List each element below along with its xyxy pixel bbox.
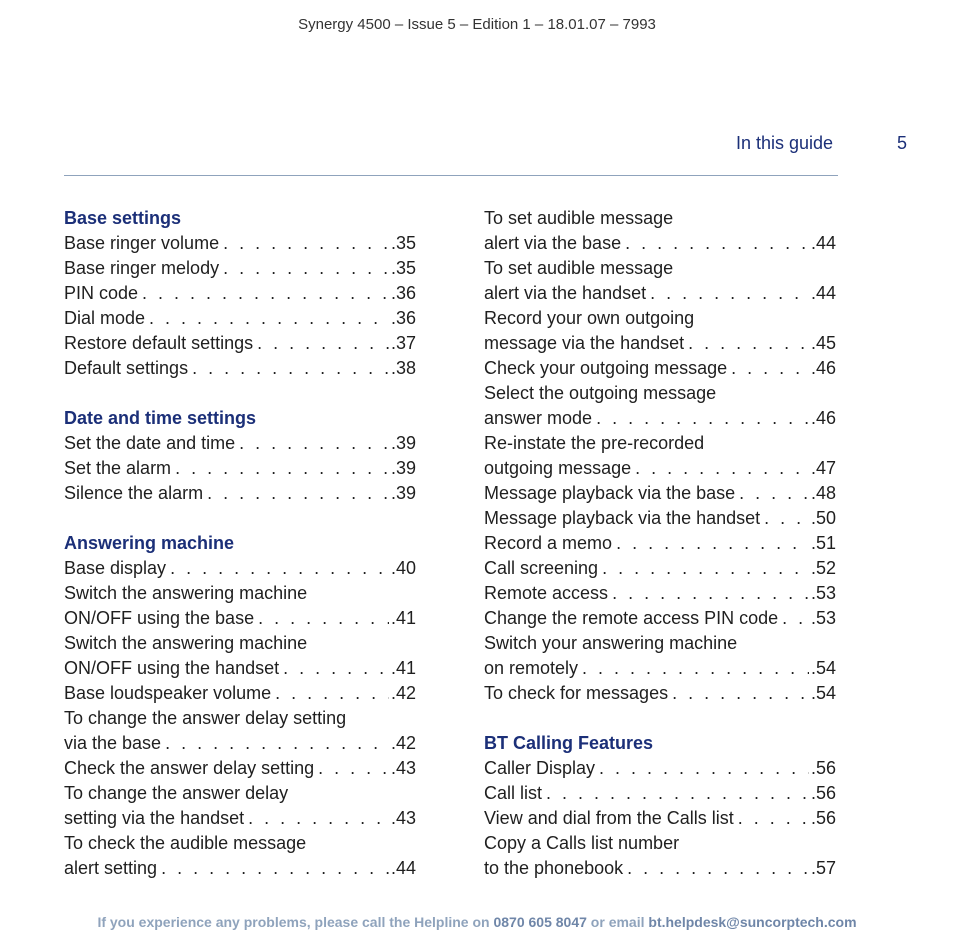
toc-entry-page: .51 xyxy=(810,533,836,553)
toc-entry-page: .44 xyxy=(810,233,836,253)
toc-entry-page: .53 xyxy=(810,583,836,603)
toc-entry-title: ON/OFF using the handset xyxy=(64,658,280,678)
toc-entry xyxy=(484,406,836,431)
toc-entry-page: .57 xyxy=(810,858,836,878)
toc-entry-page: .54 xyxy=(810,683,836,703)
toc-entry xyxy=(64,331,416,356)
toc-entry xyxy=(64,656,416,681)
toc-entry xyxy=(484,331,836,356)
toc-entry xyxy=(64,481,416,506)
toc-entry xyxy=(64,306,416,331)
toc-entry-title: on remotely xyxy=(484,658,579,678)
dot-leader xyxy=(635,456,809,481)
toc-entry-page: .50 xyxy=(810,508,836,528)
dot-leader xyxy=(602,556,809,581)
toc-entry-title: setting via the handset xyxy=(64,808,245,828)
toc-entry-title: alert via the base xyxy=(484,233,622,253)
toc-entry-page: .54 xyxy=(810,658,836,678)
toc-entry xyxy=(484,456,836,481)
document-meta: Synergy 4500 – Issue 5 – Edition 1 – 18.01.07 – 7993 xyxy=(298,16,656,33)
toc-entry xyxy=(484,231,836,256)
toc-entry-line: To change the answer delay setting xyxy=(64,708,347,728)
dot-leader xyxy=(207,481,389,506)
toc-entry-title: View and dial from the Calls list xyxy=(484,808,734,828)
toc-entry xyxy=(484,481,836,506)
toc-entry-page: .37 xyxy=(390,333,416,353)
dot-leader xyxy=(149,306,389,331)
toc-entry xyxy=(484,531,836,556)
toc-entry-title: to the phonebook xyxy=(484,858,624,878)
dot-leader xyxy=(739,481,809,506)
toc-entry-page: .42 xyxy=(390,683,416,703)
dot-leader xyxy=(223,231,389,256)
toc-entry-line: Re-instate the pre-recorded xyxy=(484,433,705,453)
toc-entry-page: .47 xyxy=(810,458,836,478)
dot-leader xyxy=(596,406,809,431)
toc-entry xyxy=(484,856,836,881)
toc-entry-title: Base ringer volume xyxy=(64,233,220,253)
toc-entry-title: Base ringer melody xyxy=(64,258,220,278)
toc-entry xyxy=(484,756,836,781)
toc-entry-title: Silence the alarm xyxy=(64,483,204,503)
dot-leader xyxy=(582,656,809,681)
toc-entry-page: .39 xyxy=(390,458,416,478)
toc-entry xyxy=(64,756,416,781)
toc-entry-page: .35 xyxy=(390,258,416,278)
toc-entry-title: Restore default settings xyxy=(64,333,254,353)
toc-section-heading: Answering machine xyxy=(64,533,235,553)
toc-column-left xyxy=(64,206,416,881)
toc-entry-title: Change the remote access PIN code xyxy=(484,608,779,628)
dot-leader xyxy=(257,331,389,356)
toc-section-heading: BT Calling Features xyxy=(484,733,654,753)
dot-leader xyxy=(142,281,389,306)
dot-leader xyxy=(275,681,389,706)
toc-entry-line: Copy a Calls list number xyxy=(484,833,680,853)
toc-entry-page: .39 xyxy=(390,483,416,503)
toc-entry-title: Dial mode xyxy=(64,308,146,328)
section-gap xyxy=(484,706,836,731)
toc-entry xyxy=(64,731,416,756)
toc-entry-page: .46 xyxy=(810,408,836,428)
toc-entry-page: .36 xyxy=(390,283,416,303)
toc-entry-page: .35 xyxy=(390,233,416,253)
dot-leader xyxy=(283,656,389,681)
toc-entry xyxy=(64,681,416,706)
toc-entry xyxy=(484,781,836,806)
toc-entry-page: .36 xyxy=(390,308,416,328)
toc-entry-line: Switch the answering machine xyxy=(64,633,308,653)
toc-column-right xyxy=(484,206,836,881)
section-title: In this guide xyxy=(736,133,834,153)
dot-leader xyxy=(599,756,809,781)
toc-entry-page: .44 xyxy=(810,283,836,303)
toc-entry xyxy=(64,431,416,456)
toc-entry-title: answer mode xyxy=(484,408,593,428)
toc-entry-line: To change the answer delay xyxy=(64,783,289,803)
toc-entry-title: via the base xyxy=(64,733,162,753)
toc-entry xyxy=(484,506,836,531)
toc-entry xyxy=(64,556,416,581)
toc-section-heading: Date and time settings xyxy=(64,408,257,428)
footer-middle: or email xyxy=(586,914,649,930)
toc-entry-page: .39 xyxy=(390,433,416,453)
dot-leader xyxy=(616,531,809,556)
toc-entry xyxy=(64,281,416,306)
toc-entry-line: Record your own outgoing xyxy=(484,308,695,328)
toc-entry-title: Message playback via the base xyxy=(484,483,736,503)
toc-entry-title: alert setting xyxy=(64,858,158,878)
toc-entry-line: Switch the answering machine xyxy=(64,583,308,603)
toc-entry xyxy=(64,606,416,631)
dot-leader xyxy=(258,606,389,631)
toc-entry-title: alert via the handset xyxy=(484,283,647,303)
dot-leader xyxy=(782,606,809,631)
toc-entry xyxy=(484,556,836,581)
footer-prefix: If you experience any problems, please call the Helpline on xyxy=(97,914,494,930)
dot-leader xyxy=(170,556,389,581)
toc-entry-title: ON/OFF using the base xyxy=(64,608,255,628)
toc-entry-title: Set the alarm xyxy=(64,458,172,478)
toc-entry-page: .56 xyxy=(810,808,836,828)
toc-entry-title: message via the handset xyxy=(484,333,685,353)
toc-entry-page: .41 xyxy=(390,608,416,628)
toc-entry-title: Remote access xyxy=(484,583,609,603)
toc-entry xyxy=(64,231,416,256)
toc-entry-page: .52 xyxy=(810,558,836,578)
dot-leader xyxy=(625,231,809,256)
toc-entry-title: Record a memo xyxy=(484,533,613,553)
dot-leader xyxy=(248,806,389,831)
toc-entry-title: Call list xyxy=(484,783,543,803)
dot-leader xyxy=(627,856,809,881)
dot-leader xyxy=(738,806,809,831)
dot-leader xyxy=(731,356,809,381)
toc-entry-title: To check for messages xyxy=(484,683,669,703)
dot-leader xyxy=(764,506,809,531)
toc-entry xyxy=(484,806,836,831)
dot-leader xyxy=(192,356,389,381)
toc-entry-line: To set audible message xyxy=(484,208,674,228)
toc-entry-page: .46 xyxy=(810,358,836,378)
toc-entry-title: outgoing message xyxy=(484,458,632,478)
page-number: 5 xyxy=(897,133,908,153)
section-gap xyxy=(64,381,416,406)
toc-entry-page: .56 xyxy=(810,758,836,778)
toc-entry xyxy=(64,806,416,831)
dot-leader xyxy=(175,456,389,481)
helpline-footer xyxy=(0,914,954,930)
dot-leader xyxy=(688,331,809,356)
toc-entry-title: PIN code xyxy=(64,283,139,303)
section-gap xyxy=(64,506,416,531)
toc-entry-page: .56 xyxy=(810,783,836,803)
toc-entry-page: .40 xyxy=(390,558,416,578)
toc-entry xyxy=(484,356,836,381)
dot-leader xyxy=(612,581,809,606)
toc-entry xyxy=(484,606,836,631)
toc-section-heading: Base settings xyxy=(64,208,182,228)
toc-entry-page: .42 xyxy=(390,733,416,753)
toc-entry xyxy=(484,656,836,681)
toc-entry-line: To set audible message xyxy=(484,258,674,278)
toc-entry-title: Message playback via the handset xyxy=(484,508,761,528)
toc-entry xyxy=(484,281,836,306)
dot-leader xyxy=(546,781,809,806)
toc-entry xyxy=(64,356,416,381)
toc-entry-title: Check the answer delay setting xyxy=(64,758,315,778)
toc-entry xyxy=(64,856,416,881)
header-divider xyxy=(64,175,838,176)
toc-entry-page: .41 xyxy=(390,658,416,678)
toc-entry-page: .45 xyxy=(810,333,836,353)
dot-leader xyxy=(165,731,389,756)
toc-entry-page: .38 xyxy=(390,358,416,378)
toc-entry-title: Default settings xyxy=(64,358,189,378)
toc-entry-page: .43 xyxy=(390,808,416,828)
toc-entry-page: .44 xyxy=(390,858,416,878)
toc-entry-page: .43 xyxy=(390,758,416,778)
toc-entry-title: Call screening xyxy=(484,558,599,578)
toc-entry xyxy=(484,681,836,706)
toc-entry-line: Select the outgoing message xyxy=(484,383,717,403)
toc-entry-page: .53 xyxy=(810,608,836,628)
toc-entry-title: Check your outgoing message xyxy=(484,358,728,378)
toc-entry xyxy=(484,581,836,606)
dot-leader xyxy=(672,681,809,706)
toc-entry-title: Caller Display xyxy=(484,758,596,778)
toc-entry-line: To check the audible message xyxy=(64,833,307,853)
dot-leader xyxy=(650,281,809,306)
toc-entry-line: Switch your answering machine xyxy=(484,633,738,653)
toc-entry-title: Set the date and time xyxy=(64,433,236,453)
toc-entry-title: Base loudspeaker volume xyxy=(64,683,272,703)
toc-entry-title: Base display xyxy=(64,558,167,578)
toc-entry xyxy=(64,256,416,281)
toc-entry xyxy=(64,456,416,481)
dot-leader xyxy=(239,431,389,456)
dot-leader xyxy=(318,756,389,781)
helpline-phone: 0870 605 8047 xyxy=(493,914,587,930)
dot-leader xyxy=(223,256,389,281)
toc-entry-page: .48 xyxy=(810,483,836,503)
helpdesk-email: bt.helpdesk@suncorptech.com xyxy=(648,914,857,930)
dot-leader xyxy=(161,856,389,881)
